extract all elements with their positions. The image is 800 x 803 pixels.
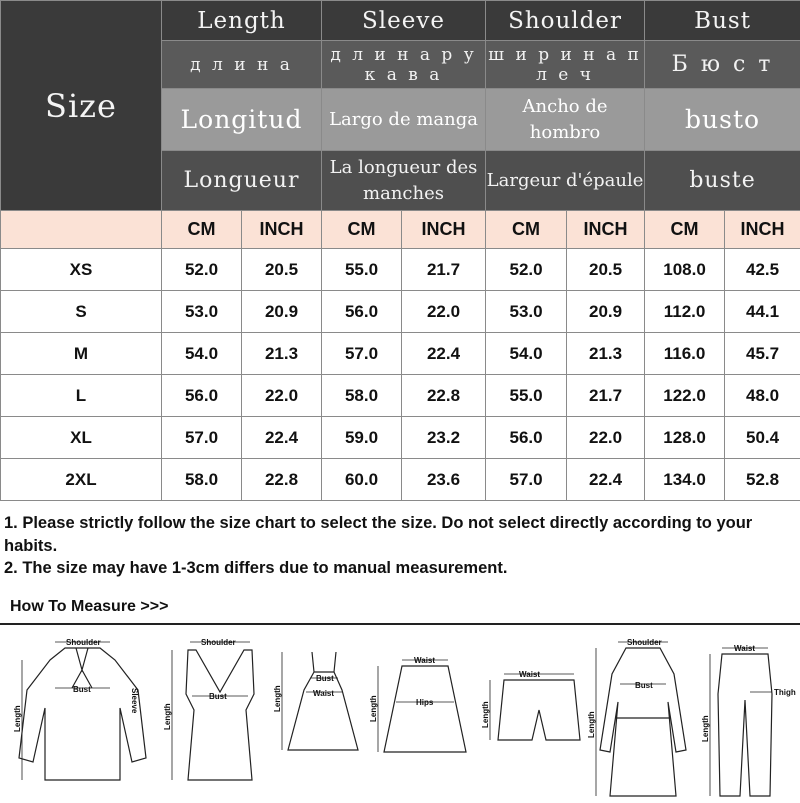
pants-thigh-label: Thigh xyxy=(774,688,796,697)
unit-row-spacer xyxy=(1,211,162,249)
sleeve-header-fr: La longueur des manches xyxy=(322,151,486,211)
measurement-cell: 21.3 xyxy=(242,333,322,375)
shorts-figure xyxy=(481,670,580,740)
bust-header-en: Bust xyxy=(645,1,800,41)
measurement-cell: 56.0 xyxy=(162,375,242,417)
table-row xyxy=(1,333,800,375)
measurement-cell: 57.0 xyxy=(486,459,567,501)
blouse-shoulder-label: Shoulder xyxy=(66,638,101,647)
table-row xyxy=(1,417,800,459)
size-notes xyxy=(4,512,796,580)
measurement-cell: 53.0 xyxy=(486,291,567,333)
table-row xyxy=(1,249,800,291)
measurement-cell: 55.0 xyxy=(486,375,567,417)
measurement-cell: 42.5 xyxy=(725,249,800,291)
dress-waist-label: Waist xyxy=(313,689,335,698)
table-row xyxy=(1,375,800,417)
bust-header-fr: buste xyxy=(645,151,800,211)
blouse-figure xyxy=(13,638,146,780)
shoulder-header-es: Ancho de hombro xyxy=(486,89,645,151)
size-cell: L xyxy=(1,375,162,417)
shoulder-header-en: Shoulder xyxy=(486,1,645,41)
measurement-cell: 60.0 xyxy=(322,459,402,501)
note-1: 1. Please strictly follow the size chart to select the size. Do not select directly according to your habits. xyxy=(4,514,753,555)
measurement-cell: 134.0 xyxy=(645,459,725,501)
sleeve-cm-label: CM xyxy=(322,211,402,249)
pants-figure xyxy=(701,644,796,796)
measurement-cell: 108.0 xyxy=(645,249,725,291)
bust-header-es: busto xyxy=(645,89,800,151)
shoulder-header-ru: ш и р и н а п л е ч xyxy=(486,41,645,89)
shoulder-inch-label: INCH xyxy=(567,211,645,249)
sleeve-header-ru: д л и н а р у к а в а xyxy=(322,41,486,89)
measurement-cell: 56.0 xyxy=(486,417,567,459)
pants-waist-label: Waist xyxy=(734,644,756,653)
measurement-cell: 20.5 xyxy=(242,249,322,291)
pants-length-label: Length xyxy=(701,715,710,742)
coat-bust-label: Bust xyxy=(635,681,653,690)
length-header-es: Longitud xyxy=(162,89,322,151)
note-2: 2. The size may have 1-3cm differs due to manual measurement. xyxy=(4,559,508,577)
measurement-cell: 22.8 xyxy=(242,459,322,501)
tank-shoulder-label: Shoulder xyxy=(201,638,236,647)
measurement-cell: 52.0 xyxy=(486,249,567,291)
size-cell: M xyxy=(1,333,162,375)
skirt-length-label: Length xyxy=(369,695,378,722)
measurement-cell: 57.0 xyxy=(322,333,402,375)
measurement-cell: 44.1 xyxy=(725,291,800,333)
size-cell: XS xyxy=(1,249,162,291)
dress-bust-label: Bust xyxy=(316,674,334,683)
how-to-measure-title: How To Measure >>> xyxy=(10,598,169,615)
measurement-cell: 21.3 xyxy=(567,333,645,375)
measurement-cell: 20.9 xyxy=(567,291,645,333)
measurement-cell: 112.0 xyxy=(645,291,725,333)
measurement-cell: 122.0 xyxy=(645,375,725,417)
measurement-cell: 22.0 xyxy=(242,375,322,417)
length-header-ru: д л и н а xyxy=(162,41,322,89)
table-row xyxy=(1,291,800,333)
measurement-cell: 55.0 xyxy=(322,249,402,291)
blouse-length-label: Length xyxy=(13,705,22,732)
measurement-cell: 22.8 xyxy=(402,375,486,417)
measurement-cell: 52.0 xyxy=(162,249,242,291)
measurement-cell: 56.0 xyxy=(322,291,402,333)
measurement-cell: 59.0 xyxy=(322,417,402,459)
measurement-cell: 21.7 xyxy=(567,375,645,417)
bust-header-ru: Б ю с т xyxy=(645,41,800,89)
cami-dress-figure xyxy=(273,652,358,750)
tank-length-label: Length xyxy=(163,703,172,730)
shorts-waist-label: Waist xyxy=(519,670,541,679)
measurement-cell: 22.0 xyxy=(567,417,645,459)
measurement-cell: 128.0 xyxy=(645,417,725,459)
measurement-cell: 58.0 xyxy=(322,375,402,417)
table-row xyxy=(1,459,800,501)
measurement-cell: 21.7 xyxy=(402,249,486,291)
measurement-cell: 22.4 xyxy=(402,333,486,375)
skirt-waist-label: Waist xyxy=(414,656,436,665)
shorts-length-label: Length xyxy=(481,701,490,728)
bust-cm-label: CM xyxy=(645,211,725,249)
size-cell: XL xyxy=(1,417,162,459)
coat-shoulder-label: Shoulder xyxy=(627,638,662,647)
measurement-cell: 23.6 xyxy=(402,459,486,501)
measurement-cell: 20.9 xyxy=(242,291,322,333)
measurement-cell: 58.0 xyxy=(162,459,242,501)
measurement-cell: 22.4 xyxy=(242,417,322,459)
measurement-cell: 54.0 xyxy=(486,333,567,375)
measurement-cell: 48.0 xyxy=(725,375,800,417)
sleeve-header-en: Sleeve xyxy=(322,1,486,41)
measurement-cell: 50.4 xyxy=(725,417,800,459)
trench-coat-figure xyxy=(587,638,686,796)
size-cell: S xyxy=(1,291,162,333)
measurement-cell: 22.4 xyxy=(567,459,645,501)
coat-length-label: Length xyxy=(587,711,596,738)
size-header: Size xyxy=(1,1,162,211)
tank-bust-label: Bust xyxy=(209,692,227,701)
size-cell: 2XL xyxy=(1,459,162,501)
length-header-fr: Longueur xyxy=(162,151,322,211)
size-rows xyxy=(1,249,800,501)
sleeve-header-es: Largo de manga xyxy=(322,89,486,151)
measurement-cell: 57.0 xyxy=(162,417,242,459)
length-header-en: Length xyxy=(162,1,322,41)
bust-inch-label: INCH xyxy=(725,211,800,249)
length-inch-label: INCH xyxy=(242,211,322,249)
blouse-sleeve-label: Sleeve xyxy=(130,688,139,714)
tank-top-figure xyxy=(163,638,254,780)
measurement-cell: 22.0 xyxy=(402,291,486,333)
measurement-cell: 52.8 xyxy=(725,459,800,501)
blouse-bust-label: Bust xyxy=(73,685,91,694)
shoulder-header-fr: Largeur d'épaule xyxy=(486,151,645,211)
measurement-cell: 45.7 xyxy=(725,333,800,375)
measurement-cell: 23.2 xyxy=(402,417,486,459)
measurement-cell: 20.5 xyxy=(567,249,645,291)
skirt-figure xyxy=(369,656,466,752)
dress-length-label: Length xyxy=(273,685,282,712)
measurement-cell: 116.0 xyxy=(645,333,725,375)
measurement-cell: 54.0 xyxy=(162,333,242,375)
measurement-illustrations xyxy=(0,630,800,803)
shoulder-cm-label: CM xyxy=(486,211,567,249)
measurement-cell: 53.0 xyxy=(162,291,242,333)
sleeve-inch-label: INCH xyxy=(402,211,486,249)
skirt-hips-label: Hips xyxy=(416,698,434,707)
length-cm-label: CM xyxy=(162,211,242,249)
section-divider xyxy=(0,623,800,625)
